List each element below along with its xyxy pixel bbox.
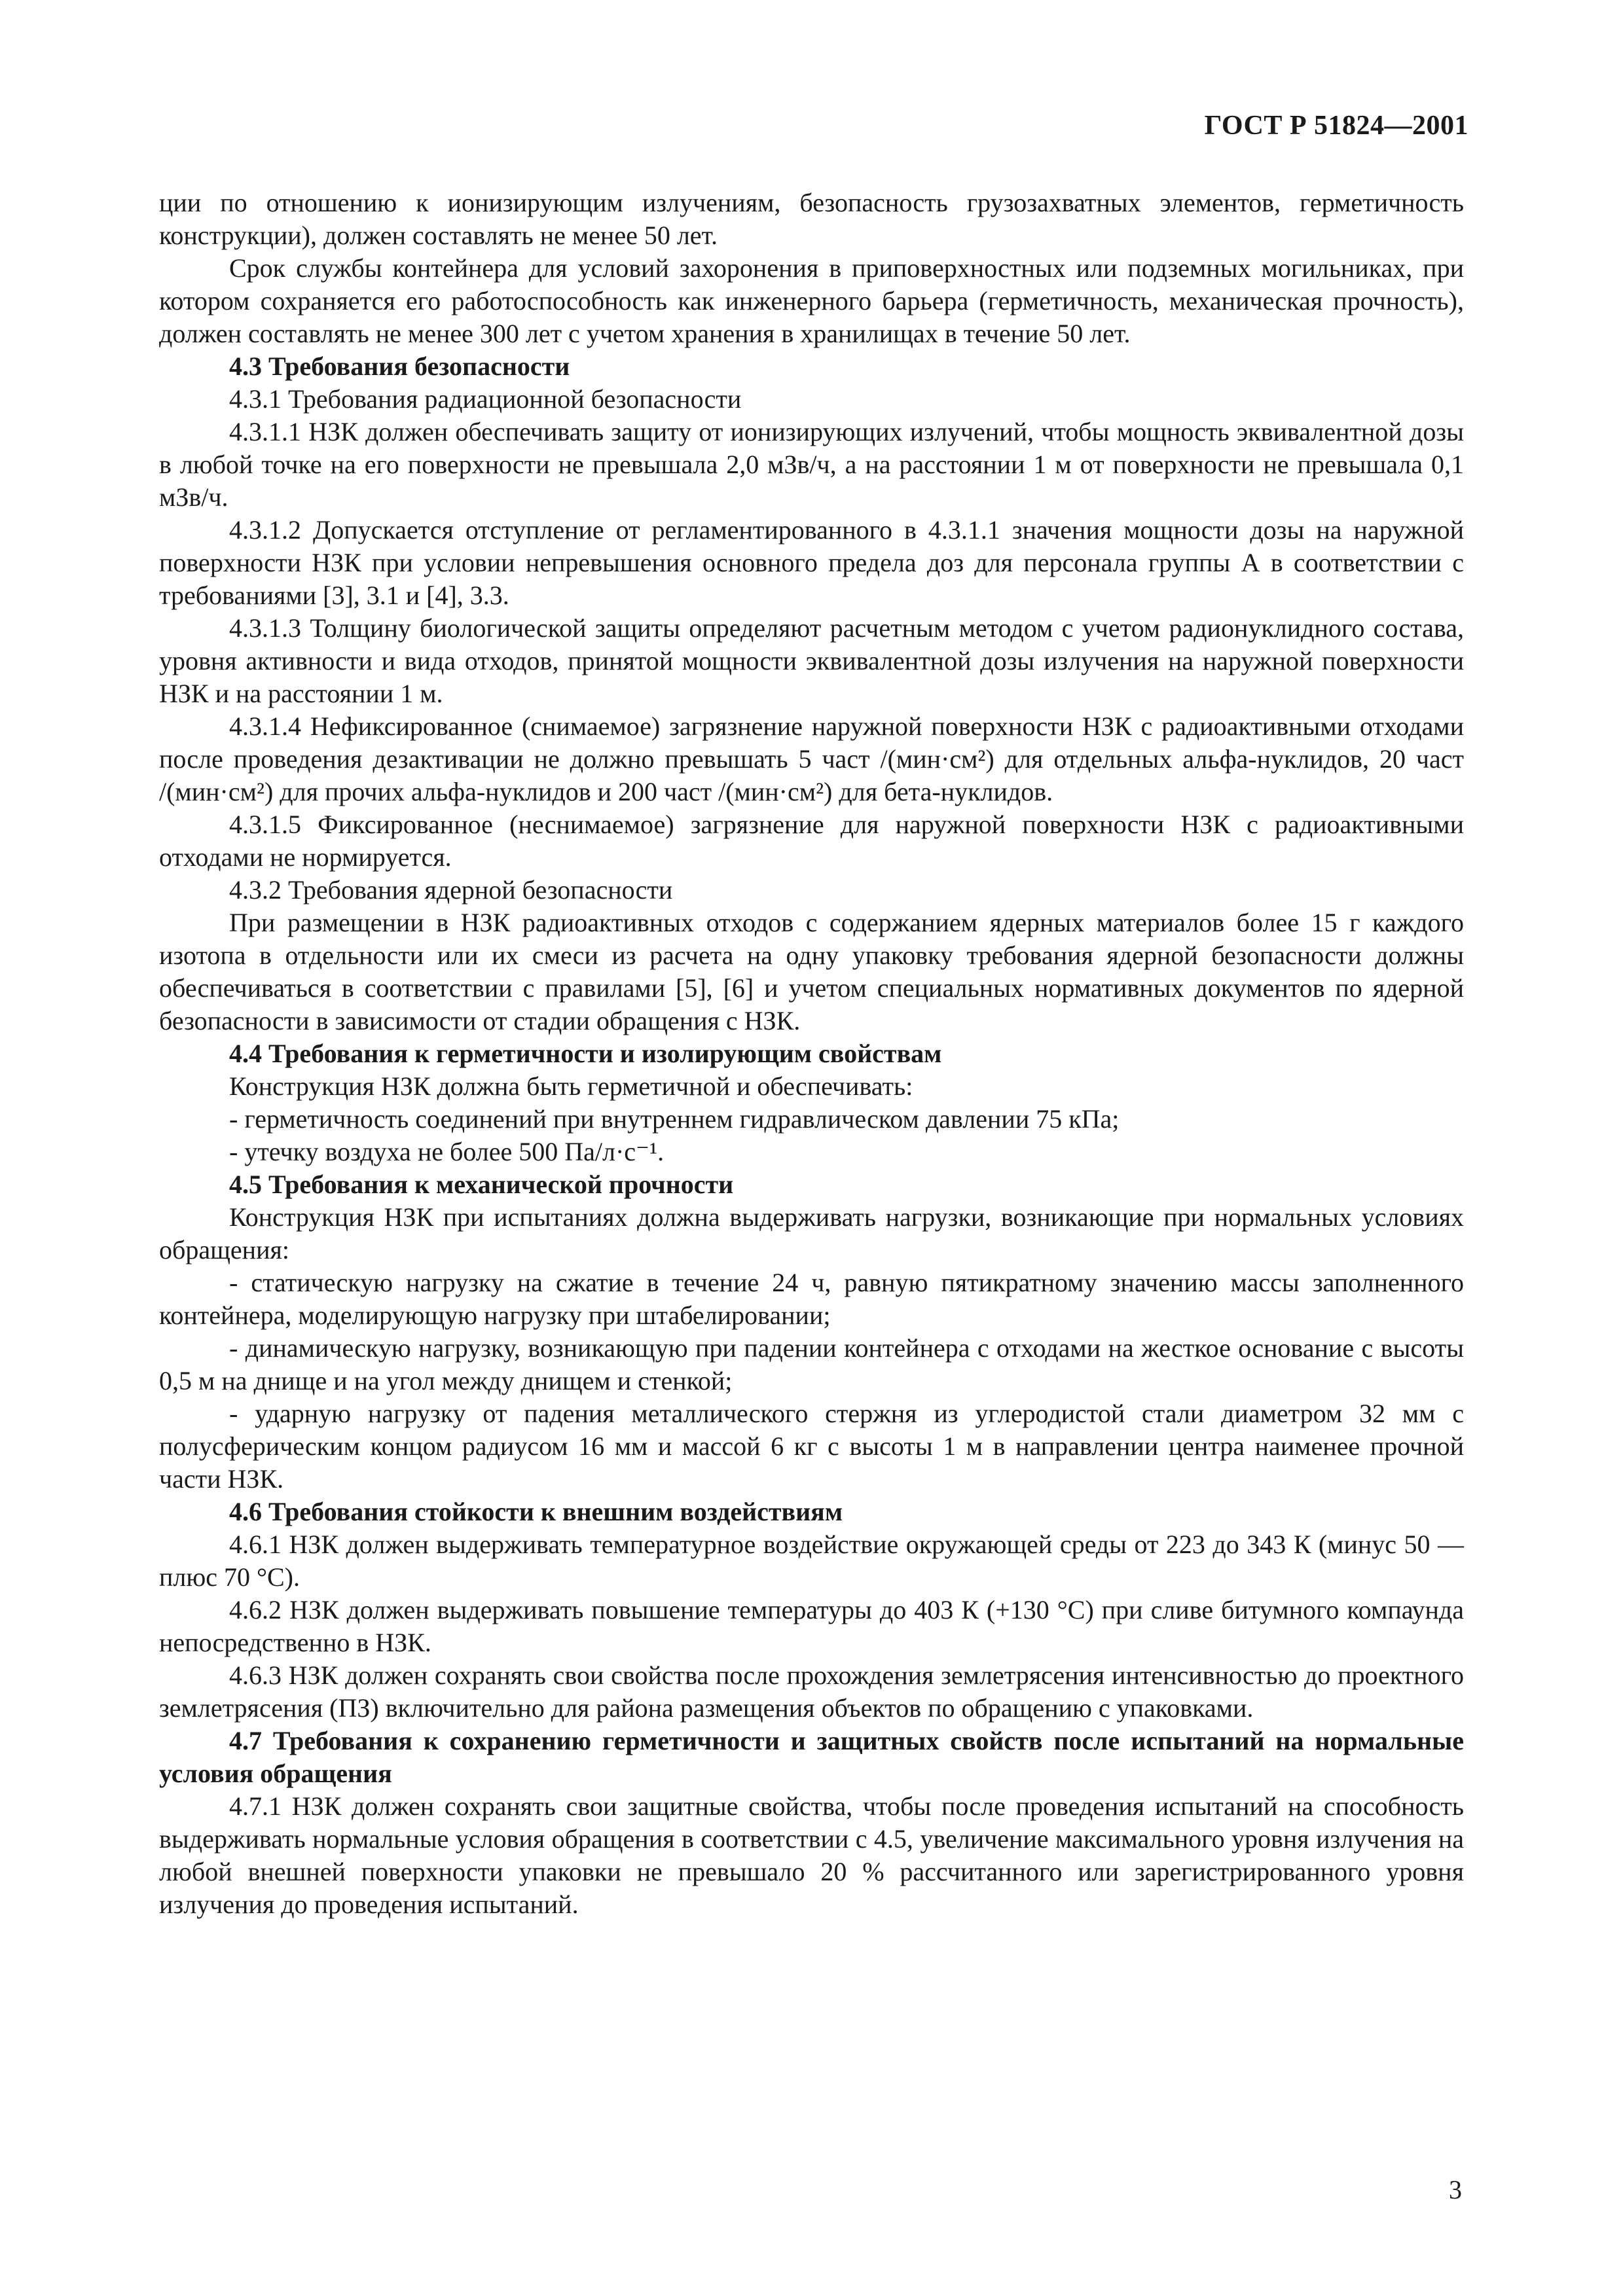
standard-code-header: ГОСТ Р 51824—2001	[1204, 111, 1468, 141]
paragraph: - динамическую нагрузку, возникающую при падении контейнера с отходами на жесткое основание с высоты 0,5 м на днище и на угол между днищем и стенкой;	[159, 1333, 1464, 1395]
section-heading: 4.6 Требования стойкости к внешним воздействиям	[229, 1497, 843, 1526]
paragraph: 4.6.2 НЗК должен выдерживать повышение температуры до 403 К (+130 °С) при сливе битумного компаунда непосредственно в НЗК.	[159, 1595, 1464, 1657]
paragraph: 4.3.1.1 НЗК должен обеспечивать защиту от ионизирующих излучений, чтобы мощность эквивалентной дозы в любой точке на его поверхности не превышала 2,0 мЗв/ч, а на расстоянии 1 м от поверхности не превышала 0,1 мЗв/ч.	[159, 417, 1464, 512]
paragraph: 4.3.1.3 Толщину биологической защиты определяют расчетным методом с учетом радионуклидного состава, уровня активности и вида отходов, принятой мощности эквивалентной дозы излучения на наружной поверхности НЗК и на расстоянии 1 м.	[159, 613, 1464, 708]
section-heading: 4.4 Требования к герметичности и изолирующим свойствам	[229, 1039, 942, 1068]
paragraph: - утечку воздуха не более 500 Па/л·с⁻¹.	[229, 1137, 665, 1166]
paragraph: - статическую нагрузку на сжатие в течение 24 ч, равную пятикратному значению массы заполненного контейнера, моделирующую нагрузку при штабелировании;	[159, 1268, 1464, 1330]
paragraph: Конструкция НЗК должна быть герметичной и обеспечивать:	[229, 1071, 913, 1101]
paragraph: 4.6.3 НЗК должен сохранять свои свойства после прохождения землетрясения интенсивностью до проектного землетрясения (ПЗ) включительно для района размещения объектов по обращению с упаковками.	[159, 1660, 1464, 1723]
paragraph: 4.3.1.5 Фиксированное (неснимаемое) загрязнение для наружной поверхности НЗК с радиоактивными отходами не нормируется.	[159, 810, 1464, 872]
paragraph: Срок службы контейнера для условий захоронения в приповерхностных или подземных могильниках, при котором сохраняется его работоспособность как инженерного барьера (герметичность, механическая прочность), должен составлять не менее 300 лет с учетом хранения в хранилищах в течение 50 лет.	[159, 253, 1464, 348]
paragraph: 4.3.1 Требования радиационной безопасности	[229, 384, 742, 414]
paragraph: - ударную нагрузку от падения металлического стержня из углеродистой стали диаметром 32 мм с полусферическим концом радиусом 16 мм и массой 6 кг с высоты 1 м в направлении центра наименее прочной части НЗК.	[159, 1399, 1464, 1494]
paragraph: Конструкция НЗК при испытаниях должна выдерживать нагрузки, возникающие при нормальных условиях обращения:	[159, 1202, 1464, 1265]
section-heading: 4.3 Требования безопасности	[229, 351, 570, 381]
paragraph: 4.6.1 НЗК должен выдерживать температурное воздействие окружающей среды от 223 до 343 К (минус 50 — плюс 70 °С).	[159, 1530, 1464, 1592]
paragraph: 4.3.1.2 Допускается отступление от регламентированного в 4.3.1.1 значения мощности дозы на наружной поверхности НЗК при условии непревышения основного предела доз для персонала группы А в соответствии с требованиями [3], 3.1 и [4], 3.3.	[159, 515, 1464, 610]
paragraph: При размещении в НЗК радиоактивных отходов с содержанием ядерных материалов более 15 г каждого изотопа в отдельности или их смеси из расчета на одну упаковку требования ядерной безопасности должны обеспечиваться в соответствии с правилами [5], [6] и учетом специальных нормативных документов по ядерной безопасности в зависимости от стадии обращения с НЗК.	[159, 908, 1464, 1035]
paragraph: - герметичность соединений при внутреннем гидравлическом давлении 75 кПа;	[229, 1104, 1120, 1134]
paragraph: 4.3.1.4 Нефиксированное (снимаемое) загрязнение наружной поверхности НЗК с радиоактивными отходами после проведения дезактивации не должно превышать 5 част /(мин·см²) для отдельных альфа-нуклидов, 20 част /(мин·см²) для прочих альфа-нуклидов и 200 част /(мин·см²) для бета-нуклидов.	[159, 711, 1464, 806]
paragraph: 4.7.1 НЗК должен сохранять свои защитные свойства, чтобы после проведения испытаний на способность выдерживать нормальные условия обращения в соответствии с 4.5, увеличение максимального уровня излучения на любой внешней поверхности упаковки не превышало 20 % рассчитанного или зарегистрированного уровня излучения до проведения испытаний.	[159, 1791, 1464, 1919]
section-heading: 4.5 Требования к механической прочности	[229, 1170, 734, 1199]
page-number: 3	[1449, 2175, 1462, 2204]
paragraph: 4.3.2 Требования ядерной безопасности	[229, 875, 673, 905]
section-heading: 4.7 Требования к сохранению герметичности и защитных свойств после испытаний на нормальные условия обращения	[159, 1726, 1464, 1788]
document-body	[159, 187, 1464, 1921]
paragraph: ции по отношению к ионизирующим излучениям, безопасность грузозахватных элементов, герметичность конструкции), должен составлять не менее 50 лет.	[159, 188, 1464, 250]
